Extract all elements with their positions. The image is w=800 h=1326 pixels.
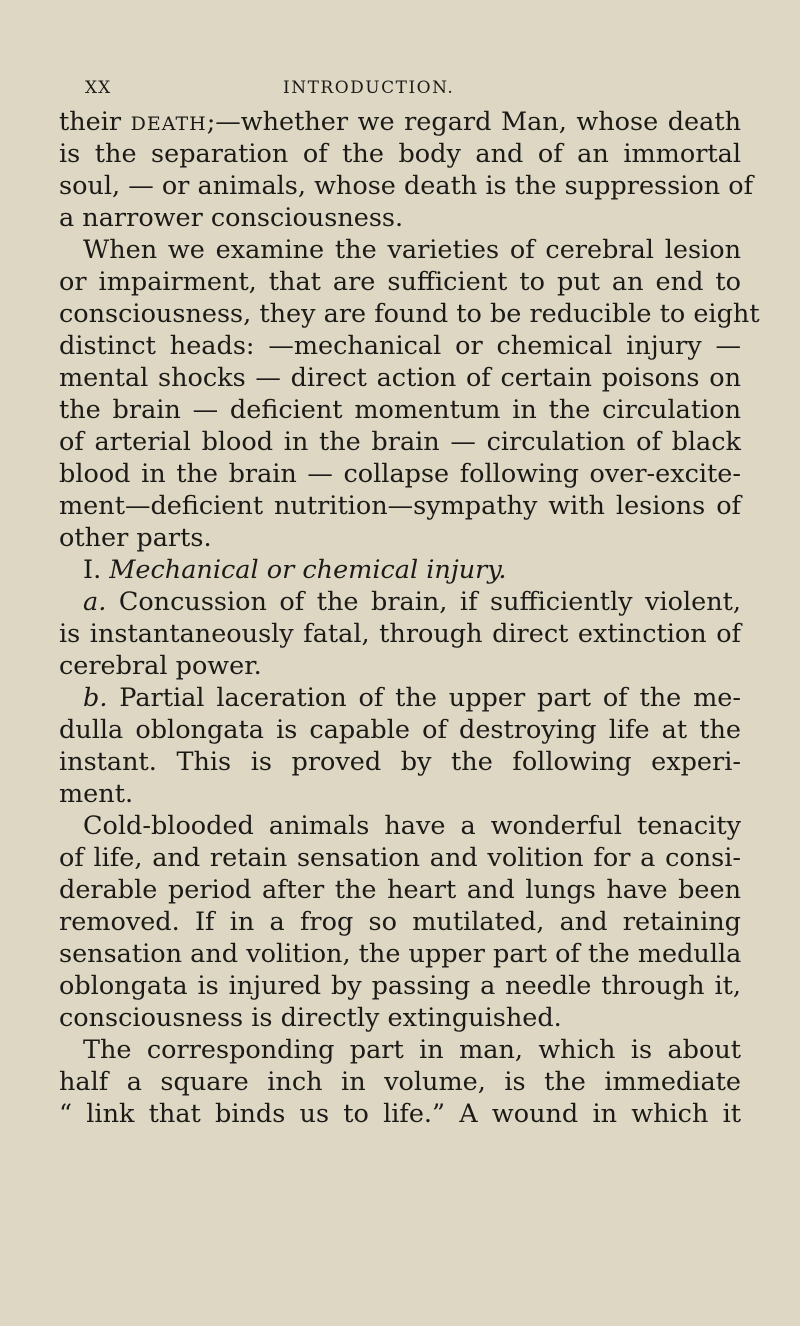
text-line: distinct heads: —mechanical or chemical injury — <box>59 331 741 361</box>
text-line: of arterial blood in the brain — circulation of black <box>59 427 741 457</box>
text-line: a narrower consciousness. <box>59 203 404 233</box>
body-text <box>59 106 760 1130</box>
text-line: a. Concussion of the brain, if sufficiently violent, <box>83 587 741 617</box>
text-line: mental shocks — direct action of certain poisons on <box>59 363 741 393</box>
text-line: Cold-blooded animals have a wonderful tenacity <box>83 811 741 841</box>
text-line: When we examine the varieties of cerebral lesion <box>83 235 741 265</box>
text-line: is instantaneously fatal, through direct extinction of <box>59 619 741 649</box>
text-line: consciousness is directly extinguished. <box>59 1003 562 1033</box>
text-line: The corresponding part in man, which is about <box>83 1035 741 1065</box>
text-line: cerebral power. <box>59 651 262 681</box>
text-line: instant. This is proved by the following experi- <box>59 747 741 777</box>
text-line: half a square inch in volume, is the immediate <box>59 1067 741 1097</box>
text-line: their DEATH;—whether we regard Man, whose death <box>59 107 742 137</box>
text-line: dulla oblongata is capable of destroying life at the <box>59 715 741 745</box>
text-line: other parts. <box>59 523 212 553</box>
text-line: soul, — or animals, whose death is the suppression of <box>59 171 754 201</box>
small-caps-word: DEATH <box>130 113 207 135</box>
text-line: blood in the brain — collapse following over-excite- <box>59 459 741 489</box>
section-heading: I. Mechanical or chemical injury. <box>83 555 507 585</box>
text-line: consciousness, they are found to be reducible to eight <box>59 299 760 329</box>
text-line: removed. If in a frog so mutilated, and retaining <box>59 907 741 937</box>
text-line: oblongata is injured by passing a needle through it, <box>59 971 741 1001</box>
text-line: sensation and volition, the upper part of the medulla <box>59 939 742 969</box>
text-line: ment. <box>59 779 134 809</box>
item-letter: b. <box>83 683 108 713</box>
text-line: is the separation of the body and of an immortal <box>59 139 741 169</box>
text-line: derable period after the heart and lungs have been <box>59 875 741 905</box>
text-line: the brain — deficient momentum in the circulation <box>59 395 741 425</box>
item-letter: a. <box>83 587 107 617</box>
text-line: b. Partial laceration of the upper part of the me- <box>83 683 741 713</box>
text-line: or impairment, that are sufficient to put an end to <box>59 267 741 297</box>
running-title: INTRODUCTION. <box>283 78 455 98</box>
text-line: “ link that binds us to life.” A wound in which it <box>59 1099 741 1129</box>
text-line: ment—deficient nutrition—sympathy with lesions of <box>59 491 741 521</box>
running-head <box>85 78 741 98</box>
text-line: of life, and retain sensation and volition for a consi- <box>59 843 741 873</box>
section-heading-italic: Mechanical or chemical injury. <box>109 555 507 585</box>
page-number: XX <box>85 78 112 98</box>
